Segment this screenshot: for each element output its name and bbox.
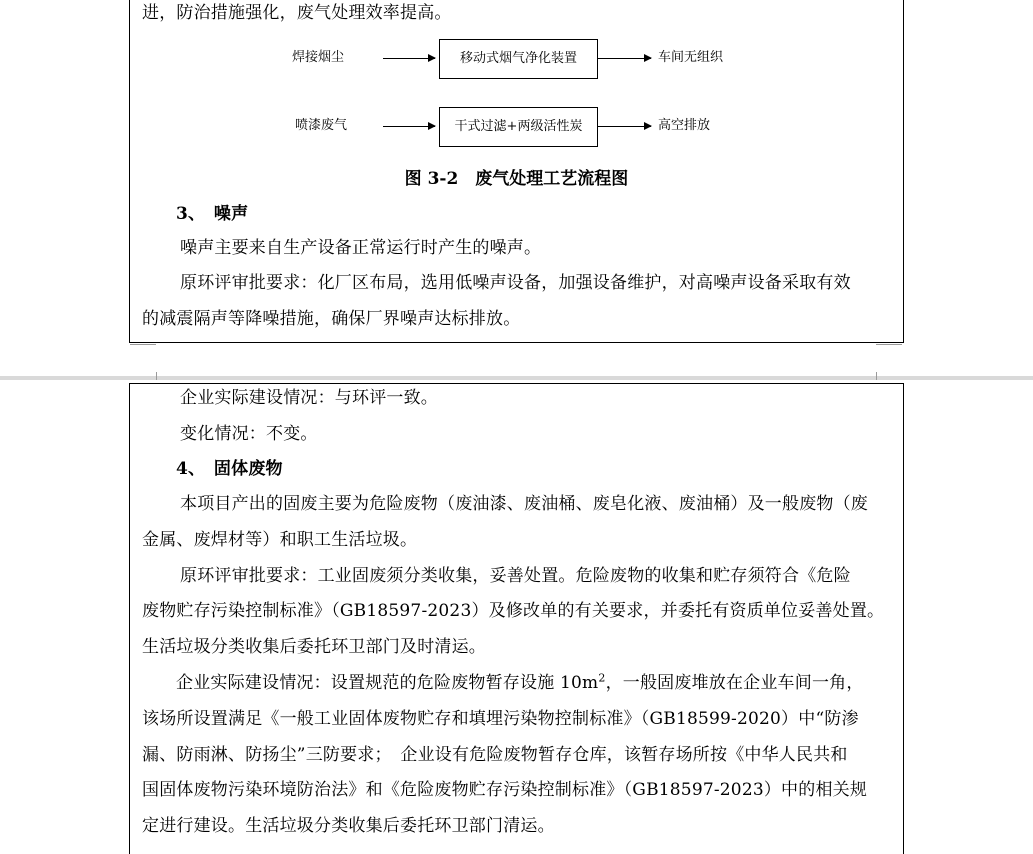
page-1-content-frame [129,0,904,343]
text-line: 企业实际建设情况：与环评一致。 [180,388,438,408]
flow-output-stack: 高空排放 [658,118,711,133]
text-line: 原环评审批要求：化厂区布局，选用低噪声设备，加强设备维护，对高噪声设备采取有效 [180,273,851,293]
document-page-1 [0,0,1033,376]
crop-mark [130,372,157,380]
text-line: 废物贮存污染控制标准》（GB18597-2023）及修改单的有关要求，并委托有资质单位妥善处置。 [142,601,885,621]
text-line: 生活垃圾分类收集后委托环卫部门及时清运。 [142,637,486,657]
crop-mark [130,344,156,345]
flow-arrow [597,58,651,59]
text-line: 原环评审批要求：工业固废须分类收集，妥善处置。危险废物的收集和贮存须符合《危险 [180,566,851,586]
section-heading-solid-waste: 4、 固体废物 [176,459,283,479]
text-line: 该场所设置满足《一般工业固体废物贮存和填埋污染物控制标准》（GB18599-2020）中“防渗 [142,709,859,729]
crop-mark [876,372,903,380]
flow-arrow [383,126,435,127]
text-line: 国固体废物污染环境防治法》和《危险废物贮存污染控制标准》（GB18597-2023）中的相关规 [142,780,868,800]
text-segment: ，一般固废堆放在企业车间一角， [605,673,864,693]
flow-source-paint-gas: 喷漆废气 [295,118,348,133]
text-line: 定进行建设。生活垃圾分类收集后委托环卫部门清运。 [142,816,555,836]
text-line: 金属、废焊材等）和职工生活垃圾。 [142,530,418,550]
flow-source-welding-fume: 焊接烟尘 [292,50,345,65]
flow-arrow [383,58,435,59]
text-line: 噪声主要来自生产设备正常运行时产生的噪声。 [180,238,542,258]
text-line: 进，防治措施强化，废气处理效率提高。 [142,3,452,23]
section-heading-noise: 3、 噪声 [176,204,249,224]
flow-arrow [597,126,651,127]
figure-caption: 图 3-2 废气处理工艺流程图 [404,169,629,189]
text-line: 本项目产出的固废主要为危险废物（废油漆、废油桶、废皂化液、废油桶）及一般废物（废 [180,494,868,514]
text-line [176,673,864,693]
crop-mark [876,344,902,345]
flow-box-purifier: 移动式烟气净化装置 [439,39,598,79]
text-line: 的减震隔声等降噪措施，确保厂界噪声达标排放。 [142,309,521,329]
text-line: 变化情况：不变。 [180,424,318,444]
text-line: 漏、防雨淋、防扬尘”三防要求； 企业设有危险废物暂存仓库，该暂存场所按《中华人民共和 [142,745,848,765]
text-segment: 企业实际建设情况：设置规范的危险废物暂存设施 10m [176,673,599,693]
superscript: 2 [598,671,606,685]
document-page-2 [0,380,1033,840]
page-2-content-frame [129,383,904,854]
flow-output-workshop: 车间无组织 [658,50,724,65]
flow-box-filter-carbon: 干式过滤+两级活性炭 [439,107,598,147]
